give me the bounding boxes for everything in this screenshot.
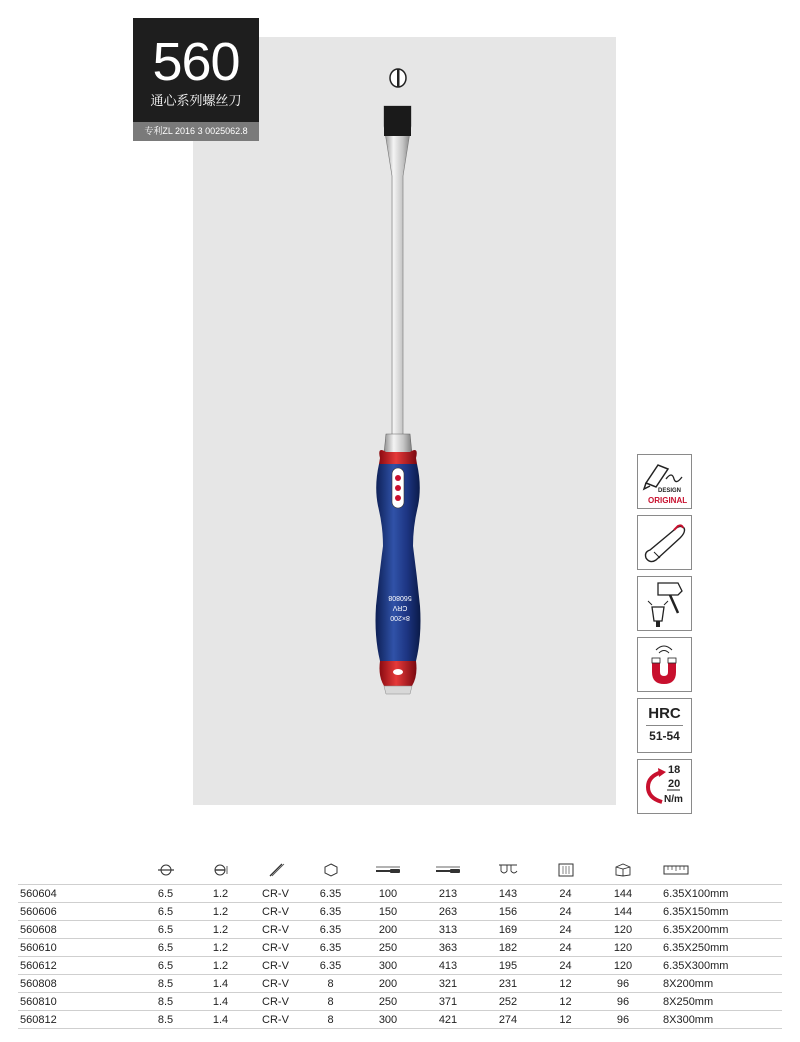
table-row — [18, 903, 782, 921]
row-tip: 6.5 — [138, 903, 193, 921]
row-material: CR-V — [248, 993, 303, 1011]
row-blade-length: 150 — [358, 903, 418, 921]
row-code: 560610 — [18, 939, 138, 957]
row-shank: 6.35 — [303, 903, 358, 921]
row-carton: 144 — [593, 885, 653, 903]
handle — [376, 450, 421, 694]
blade-thickness-icon — [193, 858, 248, 885]
marking-code: 560808 — [388, 594, 412, 601]
row-carton: 120 — [593, 957, 653, 975]
row-total-length: 371 — [418, 993, 478, 1011]
original-label: ORIGINAL — [648, 496, 688, 505]
blade — [384, 106, 412, 454]
row-tip: 6.5 — [138, 939, 193, 957]
row-size: 8X300mm — [653, 1011, 782, 1029]
row-size: 6.35X300mm — [653, 957, 782, 975]
row-weight: 274 — [478, 1011, 538, 1029]
total-length-icon — [418, 858, 478, 885]
design-label: DESIGN — [658, 488, 682, 494]
row-code: 560812 — [18, 1011, 138, 1029]
handle-grip-icon — [637, 515, 692, 570]
blade-length-icon — [358, 858, 418, 885]
hrc-title: HRC — [648, 705, 681, 722]
row-code: 560604 — [18, 885, 138, 903]
row-weight: 182 — [478, 939, 538, 957]
row-carton: 120 — [593, 939, 653, 957]
row-total-length: 421 — [418, 1011, 478, 1029]
torque-value-top: 18 — [668, 764, 681, 776]
row-size: 6.35X150mm — [653, 903, 782, 921]
row-blade-length: 200 — [358, 975, 418, 993]
design-original-icon — [637, 454, 692, 509]
row-tip: 6.5 — [138, 957, 193, 975]
code-header — [18, 858, 138, 885]
row-inner: 24 — [538, 885, 593, 903]
weight-icon — [478, 858, 538, 885]
row-thickness: 1.2 — [193, 939, 248, 957]
row-shank: 6.35 — [303, 957, 358, 975]
row-material: CR-V — [248, 1011, 303, 1029]
row-shank: 6.35 — [303, 939, 358, 957]
row-shank: 6.35 — [303, 921, 358, 939]
row-thickness: 1.2 — [193, 885, 248, 903]
slot-tip-icon — [138, 858, 193, 885]
row-weight: 156 — [478, 903, 538, 921]
spec-table — [18, 858, 782, 1029]
row-thickness: 1.4 — [193, 975, 248, 993]
row-thickness: 1.4 — [193, 993, 248, 1011]
row-inner: 24 — [538, 939, 593, 957]
row-size: 8X250mm — [653, 993, 782, 1011]
table-header-row — [18, 858, 782, 885]
table-row — [18, 957, 782, 975]
row-thickness: 1.4 — [193, 1011, 248, 1029]
row-material: CR-V — [248, 975, 303, 993]
row-material: CR-V — [248, 957, 303, 975]
row-size: 6.35X250mm — [653, 939, 782, 957]
row-shank: 6.35 — [303, 885, 358, 903]
torque-icon — [637, 759, 692, 814]
row-blade-length: 250 — [358, 939, 418, 957]
row-thickness: 1.2 — [193, 903, 248, 921]
spec-table-body — [18, 885, 782, 1029]
row-material: CR-V — [248, 885, 303, 903]
row-weight: 252 — [478, 993, 538, 1011]
magnetic-tip-icon — [637, 637, 692, 692]
hrc-divider — [646, 725, 683, 726]
row-shank: 8 — [303, 993, 358, 1011]
size-ruler-icon — [653, 858, 782, 885]
row-inner: 12 — [538, 975, 593, 993]
row-tip: 8.5 — [138, 975, 193, 993]
model-title-block — [133, 18, 259, 122]
row-total-length: 213 — [418, 885, 478, 903]
torque-unit: N/m — [664, 794, 683, 805]
row-inner: 12 — [538, 993, 593, 1011]
screwdriver-illustration — [370, 66, 440, 706]
row-carton: 96 — [593, 975, 653, 993]
row-size: 6.35X200mm — [653, 921, 782, 939]
row-material: CR-V — [248, 921, 303, 939]
row-size: 6.35X100mm — [653, 885, 782, 903]
row-weight: 143 — [478, 885, 538, 903]
table-row — [18, 1011, 782, 1029]
row-inner: 24 — [538, 957, 593, 975]
row-carton: 96 — [593, 993, 653, 1011]
row-code: 560808 — [18, 975, 138, 993]
row-thickness: 1.2 — [193, 957, 248, 975]
row-size: 8X200mm — [653, 975, 782, 993]
row-tip: 8.5 — [138, 993, 193, 1011]
row-blade-length: 300 — [358, 957, 418, 975]
row-weight: 231 — [478, 975, 538, 993]
row-blade-length: 100 — [358, 885, 418, 903]
inner-box-icon — [538, 858, 593, 885]
tip-end-view — [390, 69, 406, 87]
row-tip: 8.5 — [138, 1011, 193, 1029]
row-weight: 195 — [478, 957, 538, 975]
torque-value-bottom: 20 — [668, 778, 681, 790]
table-row — [18, 885, 782, 903]
table-row — [18, 939, 782, 957]
row-total-length: 363 — [418, 939, 478, 957]
row-carton: 120 — [593, 921, 653, 939]
row-inner: 24 — [538, 903, 593, 921]
carton-icon — [593, 858, 653, 885]
row-tip: 6.5 — [138, 921, 193, 939]
row-code: 560612 — [18, 957, 138, 975]
row-total-length: 313 — [418, 921, 478, 939]
row-thickness: 1.2 — [193, 921, 248, 939]
model-number: 560 — [152, 32, 240, 92]
row-material: CR-V — [248, 939, 303, 957]
row-shank: 8 — [303, 975, 358, 993]
hrc-hardness-icon — [637, 698, 692, 753]
material-icon — [248, 858, 303, 885]
row-carton: 96 — [593, 1011, 653, 1029]
row-total-length: 413 — [418, 957, 478, 975]
row-code: 560608 — [18, 921, 138, 939]
row-material: CR-V — [248, 903, 303, 921]
row-total-length: 263 — [418, 903, 478, 921]
patent-number: 专利ZL 2016 3 0025062.8 — [133, 122, 259, 141]
marking-size: 8×200 — [390, 614, 410, 621]
series-subtitle: 通心系列螺丝刀 — [150, 94, 242, 109]
table-row — [18, 993, 782, 1011]
row-total-length: 321 — [418, 975, 478, 993]
table-row — [18, 921, 782, 939]
row-inner: 12 — [538, 1011, 593, 1029]
row-blade-length: 300 — [358, 1011, 418, 1029]
hammer-strike-icon — [637, 576, 692, 631]
row-blade-length: 200 — [358, 921, 418, 939]
row-carton: 144 — [593, 903, 653, 921]
shank-diameter-icon — [303, 858, 358, 885]
table-row — [18, 975, 782, 993]
row-weight: 169 — [478, 921, 538, 939]
row-tip: 6.5 — [138, 885, 193, 903]
row-blade-length: 250 — [358, 993, 418, 1011]
row-code: 560810 — [18, 993, 138, 1011]
row-inner: 24 — [538, 921, 593, 939]
marking-material: CRV — [392, 604, 408, 611]
row-shank: 8 — [303, 1011, 358, 1029]
feature-icon-column — [637, 454, 694, 820]
hrc-range: 51-54 — [649, 729, 680, 743]
row-code: 560606 — [18, 903, 138, 921]
